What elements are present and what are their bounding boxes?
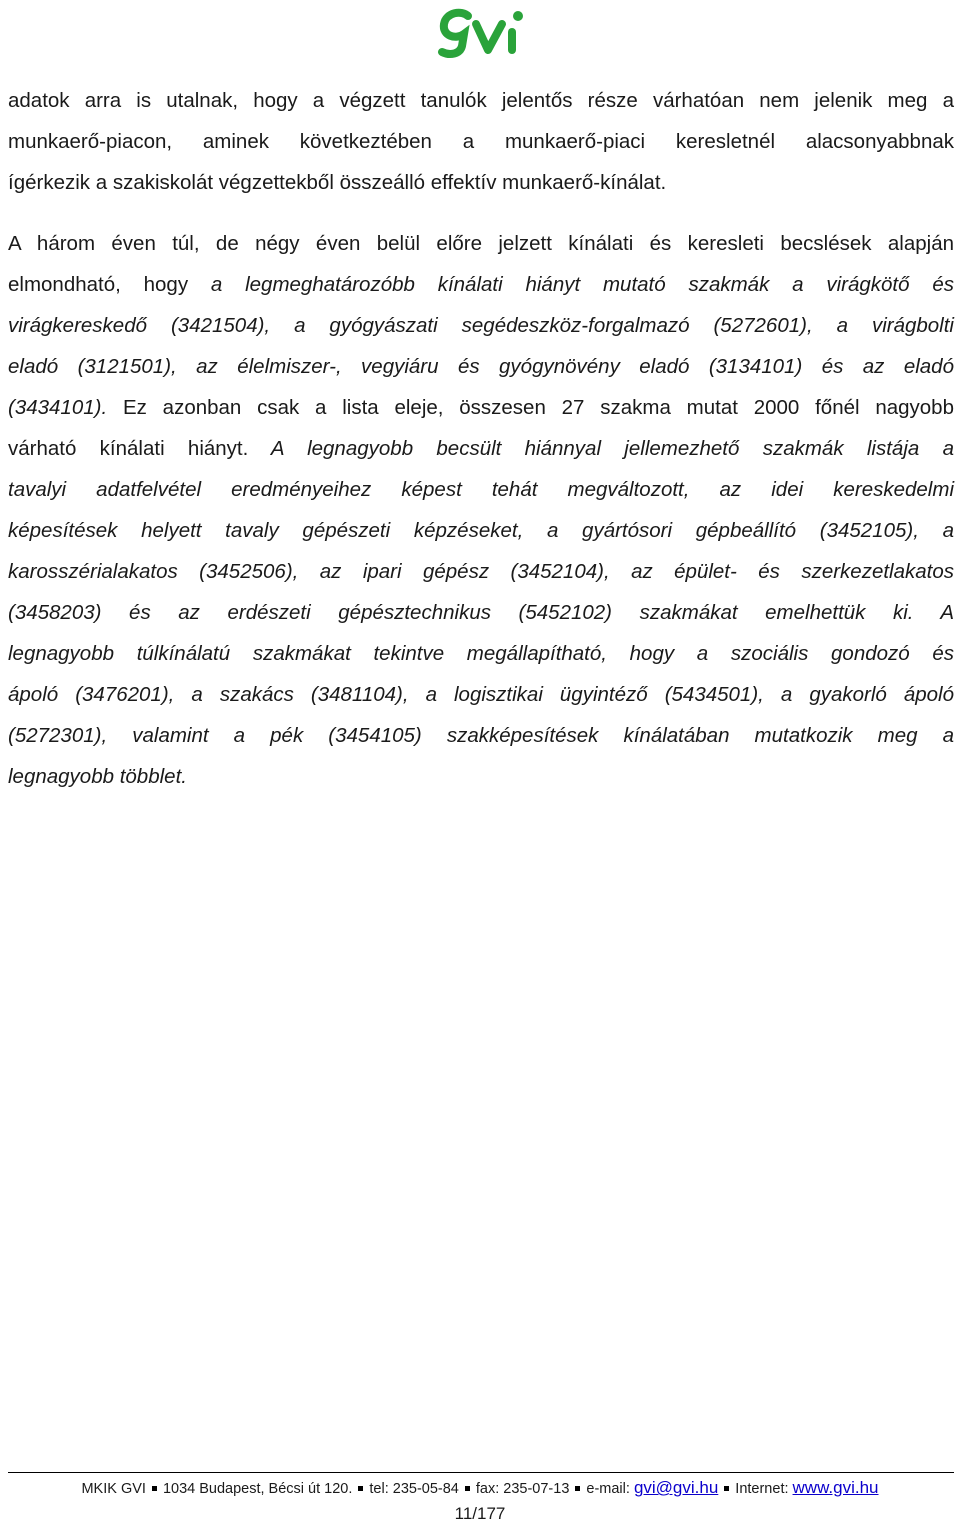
text-line: legnagyobb többlet.	[8, 765, 187, 788]
text-segment: elmondható, hogy	[8, 273, 211, 296]
bullet-separator-icon	[575, 1486, 580, 1491]
bullet-separator-icon	[152, 1486, 157, 1491]
footer-contact-line	[0, 1478, 960, 1499]
footer-divider	[8, 1472, 954, 1473]
text-line: virágkereskedő (3421504), a gyógyászati segédeszköz-forgalmazó (5272601), a virágbolti	[8, 314, 954, 337]
bullet-separator-icon	[358, 1486, 363, 1491]
footer-org: MKIK GVI	[81, 1481, 146, 1497]
website-link[interactable]: www.gvi.hu	[792, 1478, 879, 1497]
text-line: tavalyi adatfelvétel eredményeihez képest tehát megváltozott, az idei kereskedelmi	[8, 478, 954, 501]
text-line: képesítések helyett tavaly gépészeti képzéseket, a gyártósori gépbeállító (3452105), a	[8, 519, 954, 542]
text-line: ápoló (3476201), a szakács (3481104), a logisztikai ügyintéző (5434501), a gyakorló ápoló	[8, 683, 954, 706]
bullet-separator-icon	[724, 1486, 729, 1491]
text-line: adatok arra is utalnak, hogy a végzett tanulók jelentős része várhatóan nem jelenik meg a	[8, 89, 954, 112]
text-line	[8, 428, 954, 469]
paragraph-2	[8, 223, 954, 797]
text-line: legnagyobb túlkínálatú szakmákat tekintve megállapítható, hogy a szociális gondozó és	[8, 642, 954, 665]
bullet-separator-icon	[465, 1486, 470, 1491]
italic-segment: A legnagyobb becsült hiánnyal jellemezhető szakmák listája a	[248, 437, 954, 460]
italic-segment: a legmeghatározóbb kínálati hiányt mutató szakmák a virágkötő és	[210, 273, 954, 296]
footer-email-label: e-mail:	[586, 1481, 630, 1497]
text-line: eladó (3121501), az élelmiszer-, vegyiáru és gyógynövény eladó (3134101) és az eladó	[8, 355, 954, 378]
footer-fax: fax: 235-07-13	[475, 1481, 570, 1497]
text-segment: várható kínálati hiányt.	[8, 437, 249, 460]
text-line	[8, 387, 954, 428]
email-link[interactable]: gvi@gvi.hu	[633, 1478, 719, 1497]
text-line: (5272301), valamint a pék (3454105) szakképesítések kínálatában mutatkozik meg a	[8, 724, 954, 747]
footer-address: 1034 Budapest, Bécsi út 120.	[162, 1481, 353, 1497]
text-line	[8, 592, 954, 633]
page-footer	[0, 1478, 960, 1526]
paragraph-1	[8, 80, 954, 203]
page-number: 11/177	[454, 1504, 506, 1523]
text-line: ígérkezik a szakiskolát végzettekből összeálló effektív munkaerő-kínálat.	[8, 171, 667, 194]
text-segment: Ez azonban csak a lista eleje, összesen 27 szakma mutat 2000 főnél nagyobb	[107, 396, 954, 419]
text-line: A három éven túl, de négy éven belül előre jelzett kínálati és keresleti becslések alapján	[8, 232, 954, 255]
italic-segment: A	[913, 601, 955, 624]
gvi-logo	[432, 4, 528, 60]
footer-internet-label: Internet:	[735, 1481, 789, 1497]
italic-segment: (3434101).	[8, 396, 108, 419]
footer-tel: tel: 235-05-84	[369, 1481, 459, 1497]
gvi-logo-icon	[432, 4, 528, 60]
text-line: munkaerő-piacon, aminek következtében a munkaerő-piaci keresletnél alacsonyabbnak	[8, 130, 954, 153]
italic-segment: (3458203) és az erdészeti gépésztechnikus (5452102) szakmákat emelhettük ki.	[8, 601, 914, 624]
text-line: karosszérialakatos (3452506), az ipari gépész (3452104), az épület- és szerkezetlakatos	[8, 560, 954, 583]
text-line	[8, 264, 954, 305]
